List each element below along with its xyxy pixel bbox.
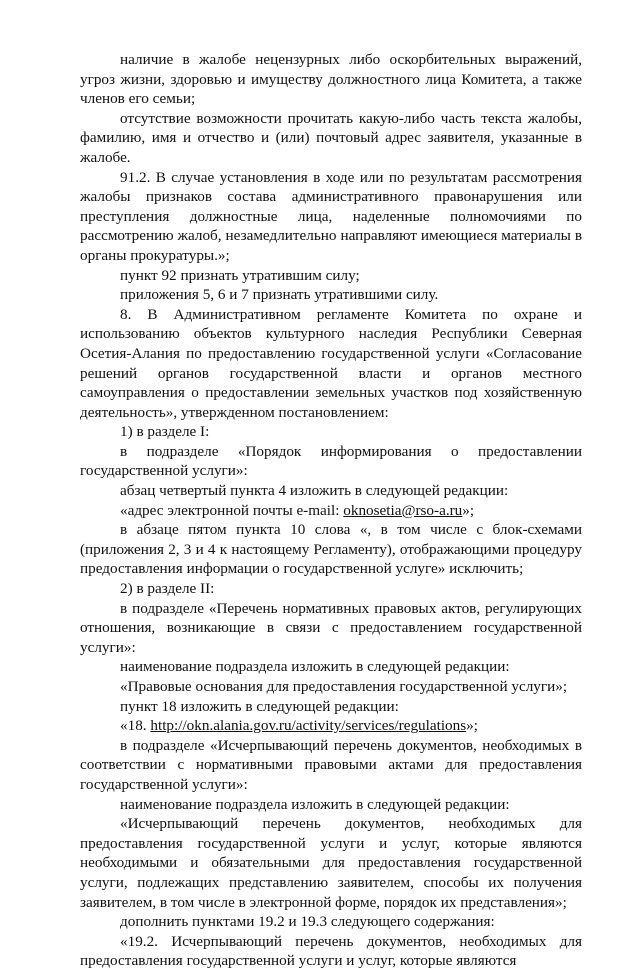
paragraph: в подразделе «Перечень нормативных правовых актов, регулирующих отношения, возникающие в связи с предоставлением государственной услуги»:: [80, 599, 582, 656]
email-suffix: »;: [462, 501, 475, 519]
document-page: [80, 50, 582, 971]
url-prefix: «18.: [120, 717, 151, 735]
url-suffix: »;: [466, 717, 478, 735]
paragraph: дополнить пунктами 19.2 и 19.3 следующего содержания:: [120, 913, 495, 931]
paragraph: пункт 92 признать утратившим силу;: [120, 266, 360, 284]
paragraph: «19.2. Исчерпывающий перечень документов, необходимых для предоставления государственной услуги и услуг, которые являются: [80, 932, 582, 970]
paragraph: в абзаце пятом пункта 10 слова «, в том числе с блок-схемами (приложения 2, 3 и 4 к настоящему Регламенту), отображающими процедуру предоставления информации о государственной услуге» исключить;: [80, 521, 582, 578]
paragraph: «Исчерпывающий перечень документов, необходимых для предоставления государственной услуги и услуг, которые являются необходимыми и обязательными для предоставления государственной услуги, подлежащих представлению заявителем, способы их получения заявителем, в том числе в электронной форме, порядок их представления»;: [80, 815, 582, 911]
paragraph-url: [80, 716, 582, 736]
email-link[interactable]: oknosetia@rso-a.ru: [343, 501, 463, 519]
paragraph: в подразделе «Исчерпывающий перечень документов, необходимых в соответствии с нормативными правовыми актами для предоставления государственной услуги»:: [80, 736, 582, 793]
paragraph-email: [80, 501, 582, 521]
paragraph: в подразделе «Порядок информирования о предоставлении государственной услуги»:: [80, 442, 582, 480]
paragraph: абзац четвертый пункта 4 изложить в следующей редакции:: [120, 482, 509, 500]
paragraph: отсутствие возможности прочитать какую-либо часть текста жалобы, фамилию, имя и отчество и (или) почтовый адрес заявителя, указанные в жалобе.: [80, 109, 582, 166]
paragraph: 91.2. В случае установления в ходе или по результатам рассмотрения жалобы признаков состава административного правонарушения или преступления должностные лица, наделенные полномочиями по рассмотрению жалоб, незамедлительно направляют имеющиеся материалы в органы прокуратуры.»;: [80, 168, 582, 264]
paragraph: 8. В Административном регламенте Комитета по охране и использованию объектов культурного наследия Республики Северная Осетия-Алания по предоставлению государственной услуги «Согласование решений органов государственной власти и органов местного самоуправления о предоставлении земельных участков под хозяйственную деятельность», утвержденном постановлением:: [80, 305, 582, 421]
paragraph: «Правовые основания для предоставления государственной услуги»;: [120, 678, 568, 695]
paragraph: 2) в разделе II:: [120, 580, 215, 598]
paragraph: приложения 5, 6 и 7 признать утратившими силу.: [120, 286, 439, 304]
paragraph: наименование подраздела изложить в следующей редакции:: [120, 795, 510, 813]
paragraph: пункт 18 изложить в следующей редакции:: [120, 697, 399, 715]
url-link[interactable]: http://okn.alania.gov.ru/activity/services/regulations: [150, 717, 467, 735]
paragraph: наименование подраздела изложить в следующей редакции:: [120, 658, 510, 676]
paragraph: 1) в разделе I:: [120, 423, 210, 441]
paragraph: наличие в жалобе нецензурных либо оскорбительных выражений, угроз жизни, здоровью и имуществу должностного лица Комитета, а также членов его семьи;: [80, 51, 582, 108]
email-prefix: «адрес электронной почты e-mail:: [120, 501, 344, 519]
